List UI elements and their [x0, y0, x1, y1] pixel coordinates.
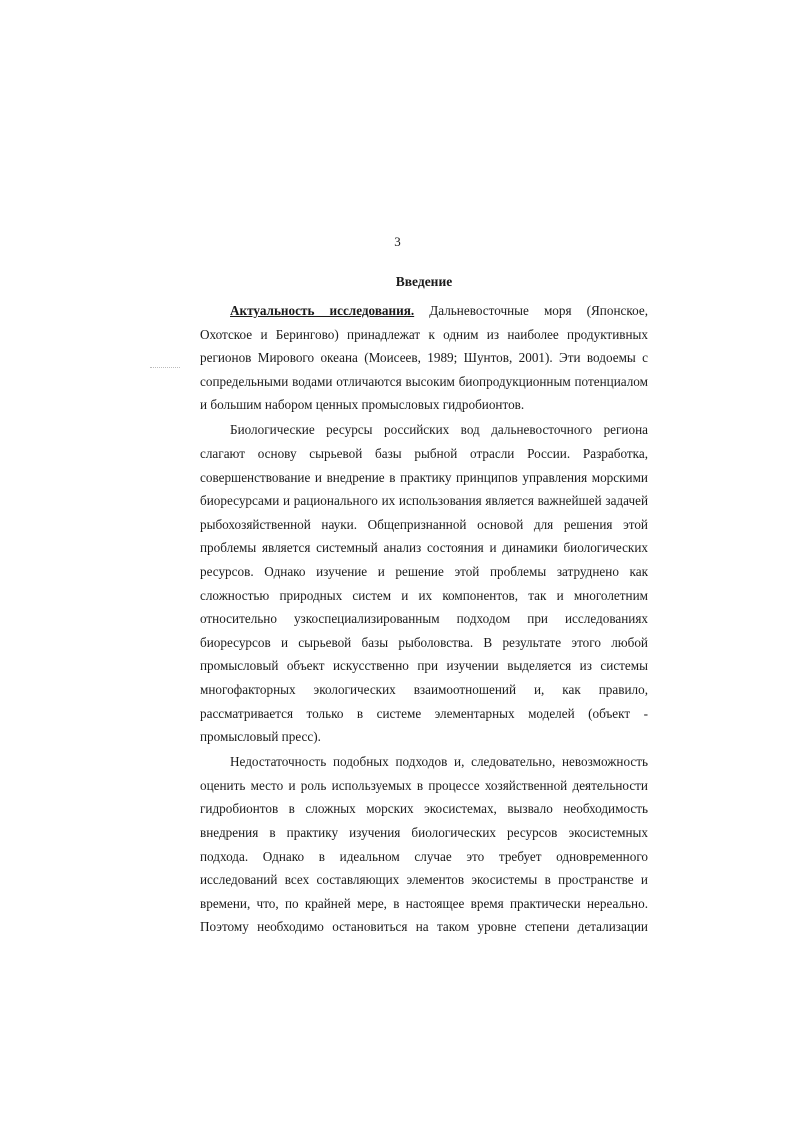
text-line: гидробионтов в сложных морских экосистемах, вызвало необходимость [200, 801, 648, 817]
text-line: Недостаточность подобных подходов и, следовательно, невозможность [230, 754, 648, 770]
text-line: промысловый объект искусственно при изучении выделяется из системы [200, 658, 648, 674]
text-line: Охотское и Берингово) принадлежат к одним из наиболее продуктивных [200, 326, 648, 342]
text-line: регионов Мирового океана (Моисеев, 1989; Шунтов, 2001). Эти водоемы с [200, 350, 648, 366]
text-line: совершенствование и внедрение в практику принципов управления морскими [200, 469, 648, 485]
text-line: проблемы является системный анализ состояния и динамики биологических [200, 540, 648, 556]
text-line: относительно узкоспециализированным подходом при исследованиях [200, 611, 648, 627]
text-line-content: Дальневосточные моря (Японское, [429, 303, 649, 318]
text-line: сопредельными водами отличаются высоким биопродукционным потенциалом [200, 373, 648, 389]
text-line: ресурсов. Однако изучение и решение этой проблемы затруднено как [200, 564, 648, 580]
section-heading: Введение [395, 274, 453, 289]
text-line: оценить место и роль используемых в процессе хозяйственной деятельности [200, 777, 648, 793]
paragraph-approaches [200, 750, 648, 939]
text-line: времени, что, по крайней мере, в настоящее время практически нереально. [200, 895, 648, 911]
relevance-label: Актуальность исследования. [230, 303, 415, 318]
text-line: сложностью природных систем и их компонентов, так и многолетним [200, 587, 648, 603]
text-line [200, 299, 648, 323]
text-line: Поэтому необходимо остановиться на таком уровне степени детализации [200, 919, 648, 935]
text-line: внедрения в практику изучения биологических ресурсов экосистемных [200, 825, 648, 841]
text-line: слагают основу сырьевой базы рыбной отрасли России. Разработка, [200, 446, 648, 462]
text-line: многофакторных экологических взаимоотношений и, как правило, [200, 682, 648, 697]
body-text [200, 299, 648, 941]
margin-mark [150, 367, 180, 368]
paragraph-resources [200, 418, 648, 748]
text-line: рыбохозяйственной науки. Общепризнанной основой для решения этой [200, 516, 648, 532]
text-line: исследований всех составляющих элементов экосистемы в пространстве и [200, 872, 648, 888]
text-line: рассматривается только в системе элементарных моделей (объект - [200, 705, 648, 721]
page-number: 3 [394, 234, 401, 249]
text-line: Биологические ресурсы российских вод дальневосточного региона [230, 422, 648, 438]
text-line: и большим набором ценных промысловых гидробионтов. [200, 397, 525, 413]
paragraph-relevance [200, 299, 648, 417]
text-line: промысловый пресс). [200, 729, 321, 745]
text-line: биоресурсами и рационального их использования является важнейшей задачей [200, 493, 648, 509]
text-line: подхода. Однако в идеальном случае это требует одновременного [200, 848, 648, 864]
text-line: биоресурсов и сырьевой базы рыболовства. В результате этого любой [200, 634, 648, 650]
